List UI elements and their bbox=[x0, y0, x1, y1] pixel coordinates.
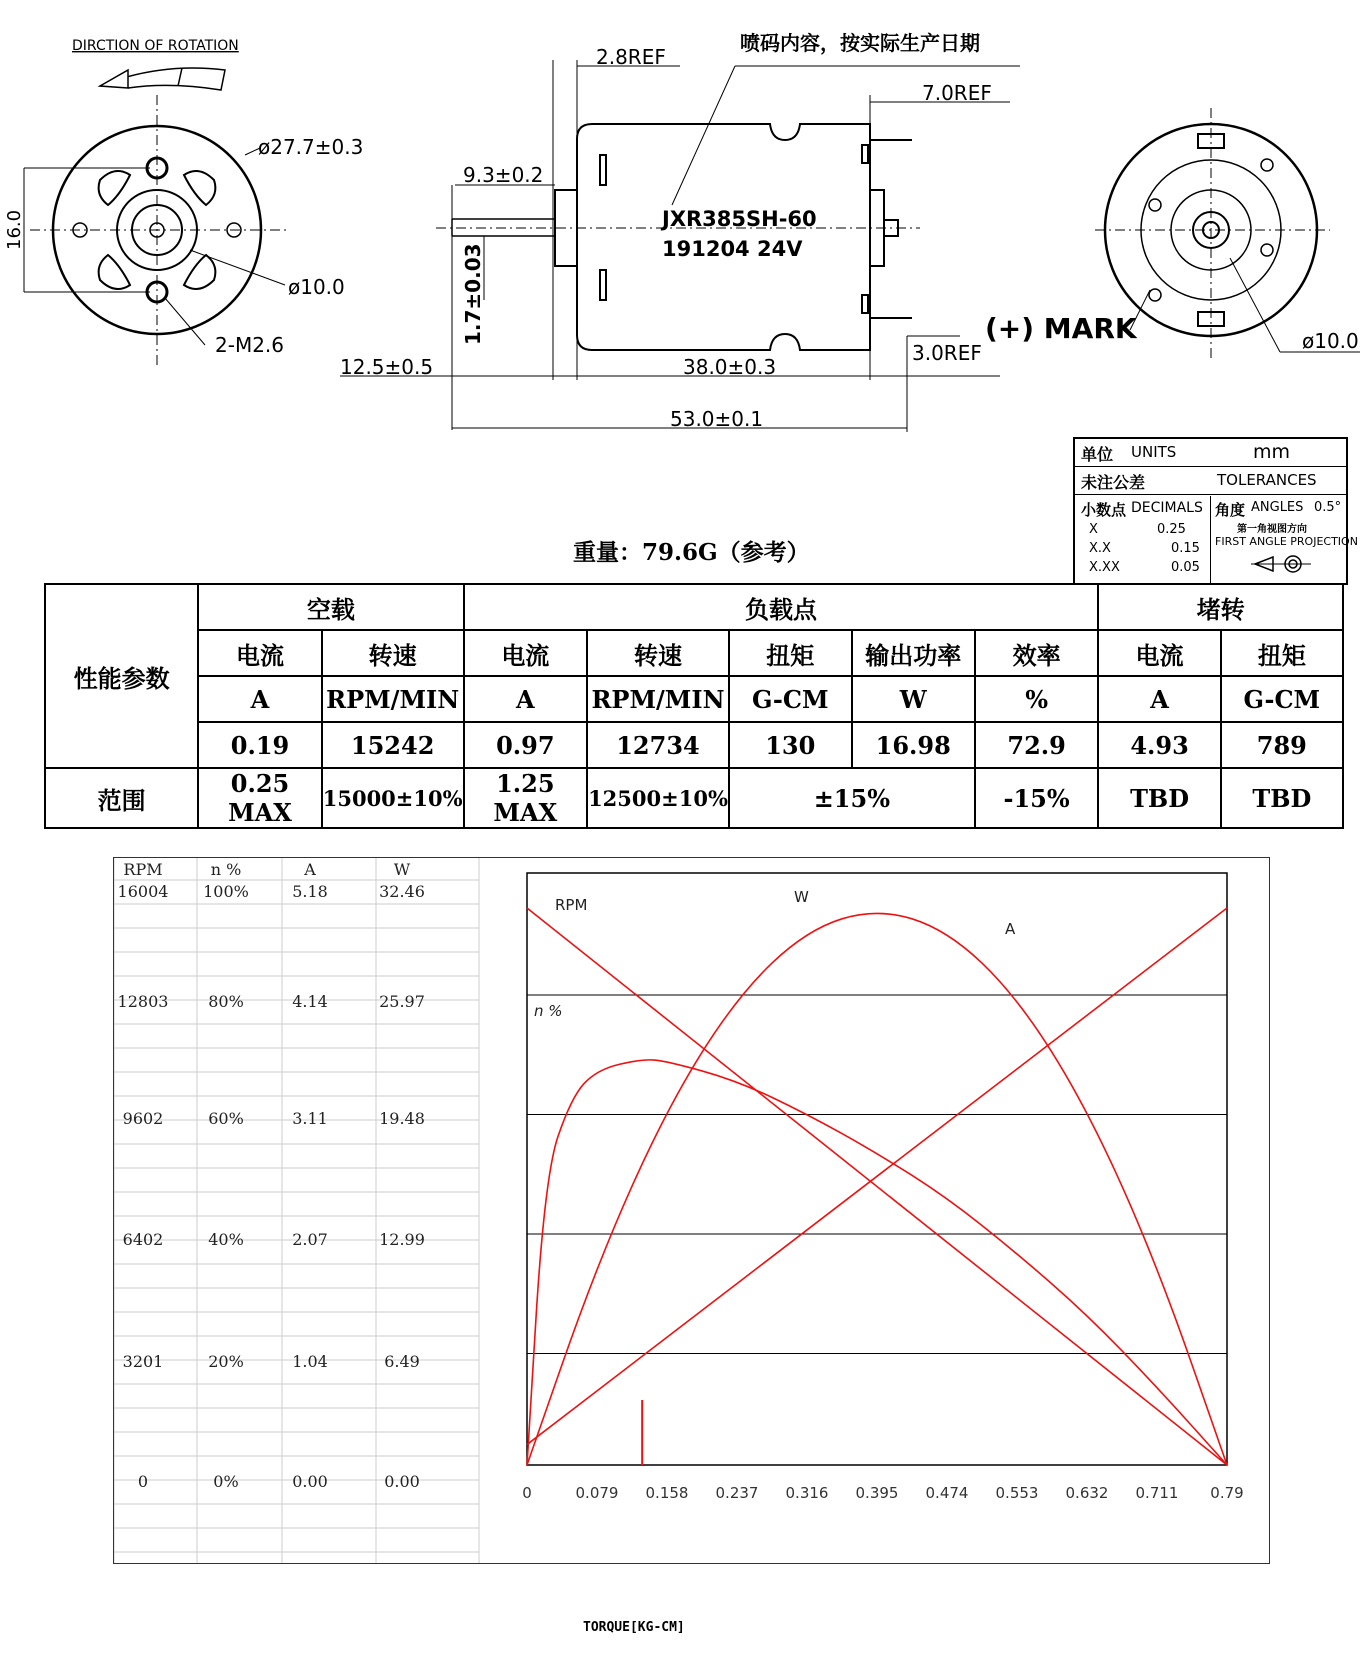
value-cell: 0.97 bbox=[464, 722, 587, 768]
perf-header: A bbox=[304, 860, 316, 879]
series-label: RPM bbox=[555, 896, 588, 914]
left-dim-16: 16.0 bbox=[4, 209, 25, 250]
value-cell: 15242 bbox=[322, 722, 464, 768]
range-cell: ±15% bbox=[729, 768, 975, 828]
value-cell: 130 bbox=[729, 722, 852, 768]
x-tick-label: 0.711 bbox=[1135, 1484, 1179, 1502]
rotation-arrow-icon bbox=[100, 68, 225, 90]
unit-cell: A bbox=[464, 676, 587, 722]
range-cell: 0.25 MAX bbox=[198, 768, 321, 828]
left-screw-label: 2-M2.6 bbox=[215, 333, 285, 357]
left-dia-outer: ø27.7±0.3 bbox=[258, 135, 364, 159]
perf-cell: 0 bbox=[137, 1472, 149, 1491]
left-dia-10: ø10.0 bbox=[288, 275, 345, 299]
tol-decimals bbox=[1075, 496, 1211, 583]
x-tick-label: 0.632 bbox=[1065, 1484, 1109, 1502]
unit-cell: % bbox=[975, 676, 1099, 722]
tol-ang-val: 0.5° bbox=[1314, 500, 1342, 515]
param-cell: 输出功率 bbox=[852, 630, 975, 676]
performance-panel bbox=[113, 857, 1270, 1564]
range-cell: TBD bbox=[1221, 768, 1343, 828]
range-label: 范围 bbox=[45, 768, 198, 828]
param-cell: 扭矩 bbox=[1221, 630, 1343, 676]
tol-proj-cn: 第一角视图方向 bbox=[1237, 524, 1307, 535]
tol-row-val: 0.15 bbox=[1171, 541, 1200, 556]
perf-cell: 0.00 bbox=[292, 1472, 328, 1491]
perf-cell: 6.49 bbox=[384, 1352, 420, 1371]
series-n-line bbox=[527, 1060, 1227, 1465]
dim-9-3: 9.3±0.2 bbox=[463, 163, 544, 187]
param-cell: 效率 bbox=[975, 630, 1099, 676]
perf-cell: 16004 bbox=[117, 882, 169, 901]
x-tick-label: 0 bbox=[522, 1484, 532, 1502]
x-tick-label: 0.158 bbox=[645, 1484, 689, 1502]
perf-cell: 6402 bbox=[122, 1230, 164, 1249]
dim-1-7: 1.7±0.03 bbox=[461, 243, 485, 345]
perf-header: n % bbox=[210, 860, 242, 879]
series-label: W bbox=[794, 888, 809, 906]
dim-12-5: 12.5±0.5 bbox=[340, 355, 434, 379]
perf-cell: 60% bbox=[208, 1109, 244, 1128]
x-tick-label: 0.237 bbox=[715, 1484, 759, 1502]
print-note: 喷码内容，按实际生产日期 bbox=[740, 31, 980, 55]
unit-cell: RPM/MIN bbox=[587, 676, 729, 722]
perf-cell: 25.97 bbox=[379, 992, 425, 1011]
spec-table bbox=[44, 583, 1344, 829]
tol-tolerance-row bbox=[1075, 467, 1346, 495]
plot-frame bbox=[527, 873, 1227, 1465]
perf-cell: 32.46 bbox=[379, 882, 425, 901]
x-tick-label: 0.395 bbox=[855, 1484, 899, 1502]
tol-tol-en: TOLERANCES bbox=[1217, 471, 1317, 489]
tol-row-val: 0.25 bbox=[1157, 522, 1186, 537]
technical-drawing bbox=[0, 0, 1368, 440]
perf-cell: 19.48 bbox=[379, 1109, 425, 1128]
tol-angles bbox=[1211, 496, 1358, 583]
value-cell: 72.9 bbox=[975, 722, 1099, 768]
weight-label: 重量：79.6G（参考） bbox=[573, 539, 810, 566]
dim-53: 53.0±0.1 bbox=[670, 407, 764, 431]
tol-units-row bbox=[1075, 439, 1346, 467]
group-no-load: 空载 bbox=[198, 584, 463, 630]
unit-cell: A bbox=[198, 676, 321, 722]
perf-cell: 4.14 bbox=[292, 992, 328, 1011]
tol-ang-en: ANGLES bbox=[1251, 500, 1304, 515]
tol-ang-cn: 角度 bbox=[1215, 501, 1246, 519]
tol-units-en: UNITS bbox=[1131, 443, 1177, 461]
range-cell: 12500±10% bbox=[587, 768, 729, 828]
right-dia-10: ø10.0 bbox=[1302, 329, 1359, 353]
param-cell: 电流 bbox=[1098, 630, 1220, 676]
perf-cell: 20% bbox=[208, 1352, 244, 1371]
perf-cell: 0% bbox=[213, 1472, 239, 1491]
perf-cell: 5.18 bbox=[292, 882, 328, 901]
tol-dec-en: DECIMALS bbox=[1131, 500, 1203, 516]
first-angle-projection-icon bbox=[1251, 552, 1311, 576]
perf-cell: 2.07 bbox=[292, 1230, 328, 1249]
unit-cell: A bbox=[1098, 676, 1220, 722]
unit-cell: W bbox=[852, 676, 975, 722]
tol-tol-cn: 未注公差 bbox=[1081, 473, 1146, 492]
series-a-line bbox=[527, 908, 1227, 1445]
value-cell: 0.19 bbox=[198, 722, 321, 768]
x-tick-label: 0.474 bbox=[925, 1484, 969, 1502]
value-cell: 4.93 bbox=[1098, 722, 1220, 768]
perf-cell: 3201 bbox=[122, 1352, 164, 1371]
perf-cell: 0.00 bbox=[384, 1472, 420, 1491]
unit-cell: G-CM bbox=[1221, 676, 1343, 722]
value-cell: 789 bbox=[1221, 722, 1343, 768]
value-cell: 12734 bbox=[587, 722, 729, 768]
x-tick-label: 0.553 bbox=[995, 1484, 1039, 1502]
param-cell: 扭矩 bbox=[729, 630, 852, 676]
tol-units-cn: 单位 bbox=[1081, 445, 1114, 464]
model-number: JXR385SH-60 bbox=[662, 207, 817, 231]
series-label: n % bbox=[534, 1002, 563, 1020]
range-cell: 15000±10% bbox=[322, 768, 464, 828]
tol-proj-en: FIRST ANGLE PROJECTION bbox=[1215, 535, 1358, 548]
group-stall: 堵转 bbox=[1098, 584, 1343, 630]
dim-38: 38.0±0.3 bbox=[683, 355, 777, 379]
performance-curve bbox=[114, 858, 1269, 1563]
rotation-label: DIRCTION OF ROTATION bbox=[72, 38, 239, 54]
x-tick-label: 0.79 bbox=[1210, 1484, 1244, 1502]
tolerance-box bbox=[1073, 437, 1358, 585]
code-voltage: 191204 24V bbox=[662, 237, 803, 261]
spec-row-label: 性能参数 bbox=[45, 584, 198, 768]
range-cell: 1.25 MAX bbox=[464, 768, 587, 828]
tol-units-val: mm bbox=[1253, 441, 1291, 463]
left-end-view bbox=[24, 95, 290, 365]
param-cell: 电流 bbox=[464, 630, 587, 676]
x-axis-label: TORQUE[KG-CM] bbox=[583, 1620, 685, 1635]
series-label: A bbox=[1005, 920, 1016, 938]
tol-row-val: 0.05 bbox=[1171, 560, 1200, 575]
param-cell: 转速 bbox=[322, 630, 464, 676]
perf-header: RPM bbox=[123, 860, 163, 879]
perf-cell: 1.04 bbox=[292, 1352, 328, 1371]
tol-row-key: X bbox=[1089, 522, 1098, 537]
dim-7-0ref: 7.0REF bbox=[922, 81, 992, 105]
perf-cell: 12.99 bbox=[379, 1230, 425, 1249]
perf-cell: 40% bbox=[208, 1230, 244, 1249]
tol-dec-cn: 小数点 bbox=[1081, 501, 1127, 519]
perf-cell: 12803 bbox=[117, 992, 169, 1011]
x-tick-label: 0.079 bbox=[575, 1484, 619, 1502]
polarity-mark: (+) MARK bbox=[985, 312, 1137, 345]
unit-cell: G-CM bbox=[729, 676, 852, 722]
perf-header: W bbox=[393, 860, 411, 879]
param-cell: 转速 bbox=[587, 630, 729, 676]
perf-cell: 3.11 bbox=[292, 1109, 328, 1128]
range-cell: -15% bbox=[975, 768, 1099, 828]
x-tick-label: 0.316 bbox=[785, 1484, 829, 1502]
perf-cell: 100% bbox=[203, 882, 249, 901]
perf-cell: 9602 bbox=[122, 1109, 164, 1128]
dim-3-0ref: 3.0REF bbox=[912, 341, 982, 365]
tol-row-key: X.XX bbox=[1089, 560, 1120, 575]
param-cell: 电流 bbox=[198, 630, 321, 676]
dim-2-8ref: 2.8REF bbox=[596, 45, 666, 69]
perf-cell: 80% bbox=[208, 992, 244, 1011]
tol-row-key: X.X bbox=[1089, 541, 1111, 556]
group-load: 负载点 bbox=[464, 584, 1099, 630]
value-cell: 16.98 bbox=[852, 722, 975, 768]
range-cell: TBD bbox=[1098, 768, 1220, 828]
unit-cell: RPM/MIN bbox=[322, 676, 464, 722]
